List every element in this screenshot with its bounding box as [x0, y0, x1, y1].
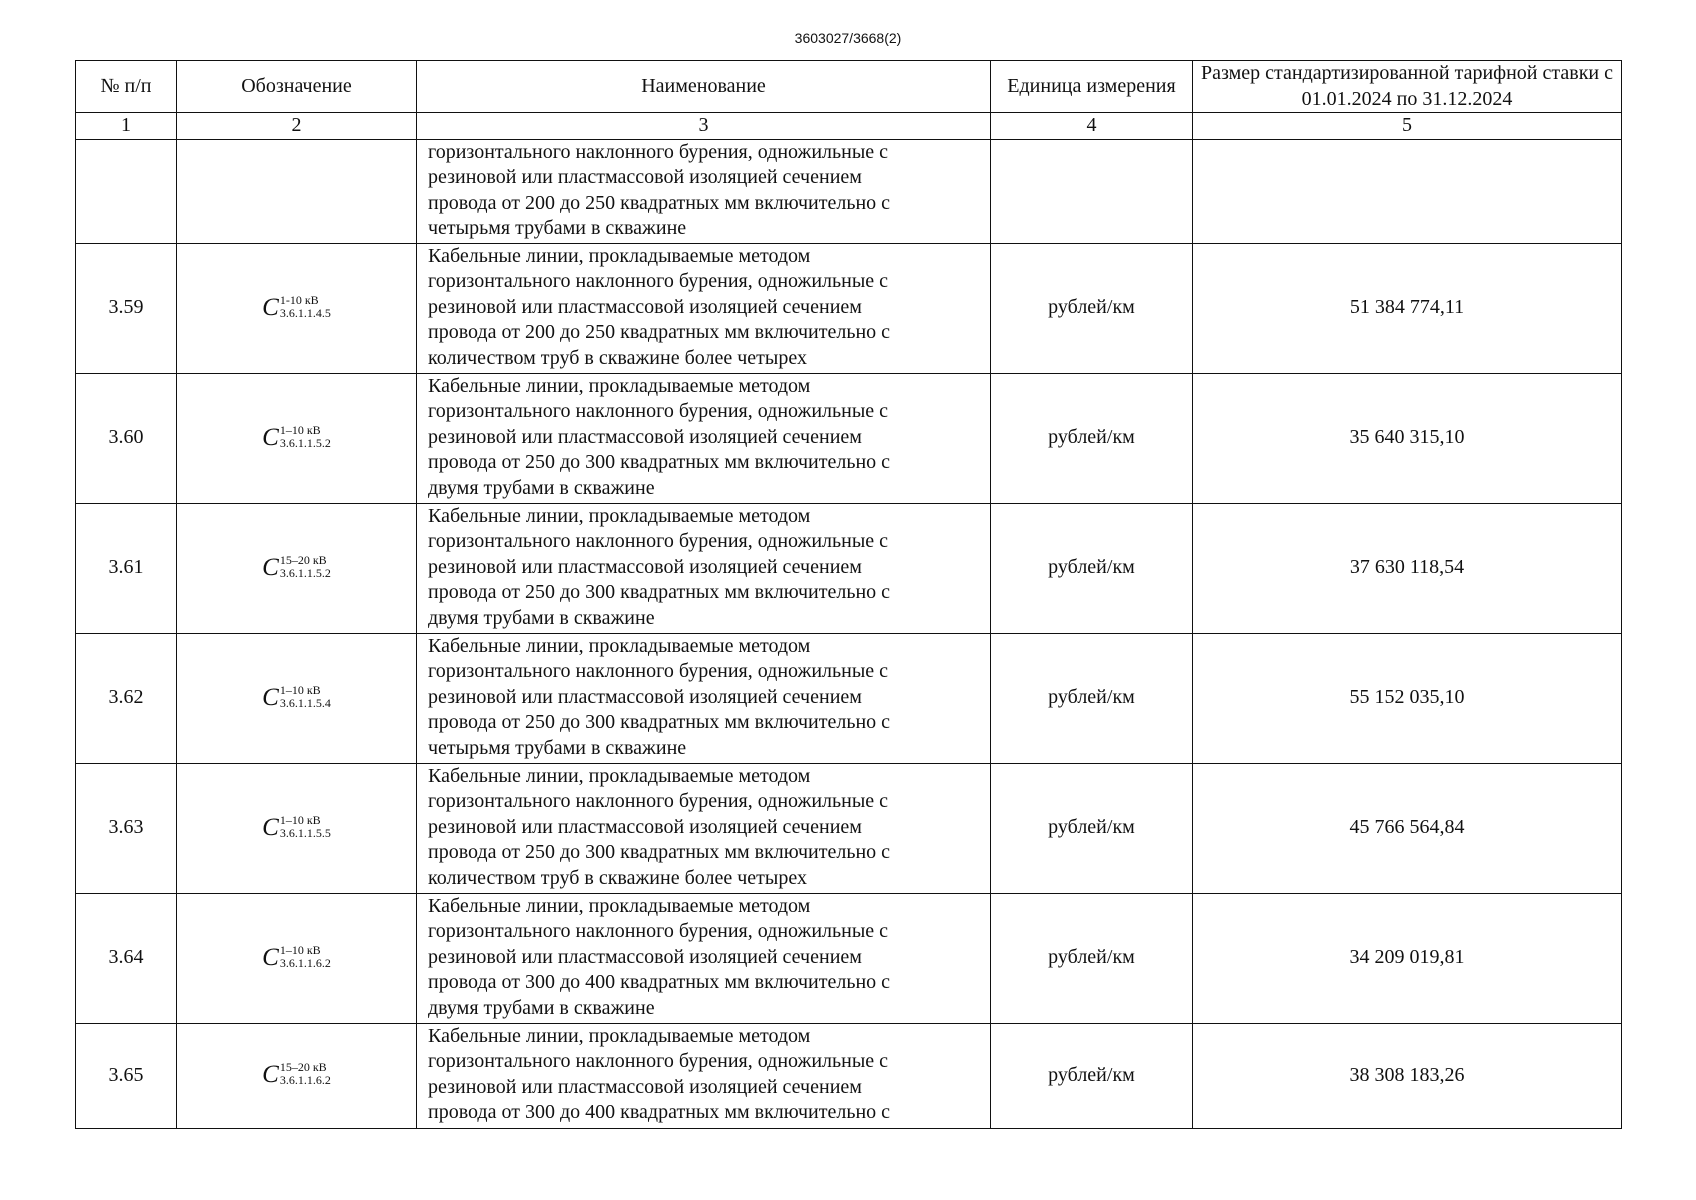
designation-letter: C [262, 813, 279, 841]
row-number: 3.63 [76, 763, 177, 893]
designation-letter: C [262, 423, 279, 451]
name-line: горизонтального наклонного бурения, одножильные с [428, 660, 889, 682]
name-cell [417, 243, 991, 373]
name-line: горизонтального наклонного бурения, одножильные с [428, 400, 889, 422]
document-number: 3603027/3668(2) [794, 30, 902, 46]
designation-letter: C [262, 1061, 279, 1089]
table-row [76, 893, 1622, 1023]
header-name: Наименование [417, 61, 991, 113]
column-number: 4 [991, 113, 1193, 140]
row-number: 3.61 [76, 503, 177, 633]
name-line: резиновой или пластмассовой изоляцией сечением [428, 555, 862, 578]
header-row [76, 61, 1622, 113]
header-rate: Размер стандартизированной тарифной ставки с 01.01.2024 по 31.12.2024 [1193, 61, 1622, 113]
name-line: резиновой или пластмассовой изоляцией сечением [428, 166, 862, 188]
name-cell [417, 893, 991, 1023]
name-line: Кабельные линии, прокладываемые методом [428, 764, 811, 787]
column-numbers-row [76, 113, 1622, 140]
designation-code: 3.6.1.1.5.4 [279, 695, 331, 710]
name-cell [417, 633, 991, 763]
designation-code: 3.6.1.1.5.5 [279, 825, 331, 840]
designation-code: 3.6.1.1.5.2 [279, 435, 331, 450]
designation-code: 3.6.1.1.5.2 [279, 565, 331, 580]
designation-indices [280, 1061, 331, 1087]
column-number: 3 [417, 113, 991, 140]
designation-symbol [262, 294, 331, 320]
name-line: провода от 200 до 250 квадратных мм включительно с [428, 321, 891, 343]
designation-symbol [262, 814, 331, 840]
header-number: № п/п [76, 61, 177, 113]
row-number: 3.62 [76, 633, 177, 763]
designation-symbol [262, 944, 331, 970]
designation-voltage: 1–10 кВ [279, 942, 321, 957]
name-line: провода от 250 до 300 квадратных мм включительно с [428, 581, 891, 603]
table-row [76, 763, 1622, 893]
row-number: 3.65 [76, 1023, 177, 1128]
designation-indices [280, 684, 331, 710]
name-line: четырьмя трубами в скважине [428, 736, 687, 759]
table-row [76, 373, 1622, 503]
designation-symbol [262, 554, 331, 580]
name-line: четырьмя трубами в скважине [428, 217, 687, 239]
name-line: провода от 250 до 300 квадратных мм включительно с [428, 841, 891, 863]
name-line: провода от 300 до 400 квадратных мм включительно с [428, 971, 891, 993]
rate-cell: 38 308 183,26 [1193, 1023, 1622, 1128]
name-line: провода от 250 до 300 квадратных мм включительно с [428, 451, 891, 473]
header-designation: Обозначение [177, 61, 417, 113]
unit-cell: рублей/км [991, 1023, 1193, 1128]
designation-letter: C [262, 943, 279, 971]
header-unit: Единица измерения [991, 61, 1193, 113]
name-line: Кабельные линии, прокладываемые методом [428, 894, 811, 917]
designation-indices [280, 944, 331, 970]
name-line: провода от 250 до 300 квадратных мм включительно с [428, 711, 891, 733]
rate-cell: 45 766 564,84 [1193, 763, 1622, 893]
designation-symbol [262, 684, 331, 710]
column-number: 1 [76, 113, 177, 140]
name-cell [417, 1023, 991, 1128]
name-line: Кабельные линии, прокладываемые методом [428, 374, 811, 397]
name-line: горизонтального наклонного бурения, одножильные с [428, 1050, 889, 1072]
row-number: 3.59 [76, 243, 177, 373]
designation-cell [177, 893, 417, 1023]
name-line: Кабельные линии, прокладываемые методом [428, 1024, 811, 1047]
name-line: горизонтального наклонного бурения, одножильные с [428, 140, 889, 163]
rate-cell: 51 384 774,11 [1193, 243, 1622, 373]
column-number: 5 [1193, 113, 1622, 140]
unit-cell [991, 139, 1193, 243]
name-line: горизонтального наклонного бурения, одножильные с [428, 530, 889, 552]
table-row [76, 1023, 1622, 1128]
designation-voltage: 15–20 кВ [279, 552, 327, 567]
name-cell [417, 139, 991, 243]
name-cell [417, 503, 991, 633]
rate-cell: 34 209 019,81 [1193, 893, 1622, 1023]
designation-symbol [262, 1061, 331, 1087]
rate-cell: 37 630 118,54 [1193, 503, 1622, 633]
unit-cell: рублей/км [991, 373, 1193, 503]
designation-code: 3.6.1.1.6.2 [279, 955, 331, 970]
designation-voltage: 15–20 кВ [279, 1060, 327, 1075]
name-line: резиновой или пластмассовой изоляцией сечением [428, 945, 862, 968]
table-row [76, 503, 1622, 633]
name-line: Кабельные линии, прокладываемые методом [428, 244, 811, 267]
rate-cell: 55 152 035,10 [1193, 633, 1622, 763]
name-line: резиновой или пластмассовой изоляцией сечением [428, 295, 862, 318]
name-line: двумя трубами в скважине [428, 996, 655, 1019]
designation-voltage: 1–10 кВ [279, 682, 321, 697]
name-line: резиновой или пластмассовой изоляцией сечением [428, 425, 862, 448]
name-line: провода от 300 до 400 квадратных мм включительно с [428, 1101, 891, 1123]
row-number: 3.60 [76, 373, 177, 503]
name-line: горизонтального наклонного бурения, одножильные с [428, 920, 889, 942]
designation-indices [280, 424, 331, 450]
designation-cell [177, 1023, 417, 1128]
rate-cell: 35 640 315,10 [1193, 373, 1622, 503]
name-line: двумя трубами в скважине [428, 606, 655, 629]
designation-indices [280, 554, 331, 580]
unit-cell: рублей/км [991, 633, 1193, 763]
designation-letter: C [262, 683, 279, 711]
unit-cell: рублей/км [991, 893, 1193, 1023]
row-number [76, 139, 177, 243]
designation-cell [177, 373, 417, 503]
designation-voltage: 1-10 кВ [279, 292, 319, 307]
name-line: резиновой или пластмассовой изоляцией сечением [428, 685, 862, 708]
designation-cell [177, 633, 417, 763]
designation-cell [177, 243, 417, 373]
designation-code: 3.6.1.1.4.5 [279, 305, 331, 320]
table-row [76, 243, 1622, 373]
designation-cell [177, 139, 417, 243]
name-line: Кабельные линии, прокладываемые методом [428, 504, 811, 527]
unit-cell: рублей/км [991, 503, 1193, 633]
designation-cell [177, 763, 417, 893]
name-line: горизонтального наклонного бурения, одножильные с [428, 790, 889, 812]
name-line: резиновой или пластмассовой изоляцией сечением [428, 815, 862, 838]
name-line: количеством труб в скважине более четырех [428, 346, 807, 369]
designation-letter: C [262, 293, 279, 321]
unit-cell: рублей/км [991, 763, 1193, 893]
designation-cell [177, 503, 417, 633]
designation-voltage: 1–10 кВ [279, 812, 321, 827]
tariff-table-body [76, 61, 1622, 1129]
name-line: Кабельные линии, прокладываемые методом [428, 634, 811, 657]
column-number: 2 [177, 113, 417, 140]
name-cell [417, 763, 991, 893]
designation-indices [280, 294, 331, 320]
name-line: количеством труб в скважине более четырех [428, 866, 807, 889]
designation-voltage: 1–10 кВ [279, 422, 321, 437]
table-row [76, 139, 1622, 243]
rate-cell [1193, 139, 1622, 243]
row-number: 3.64 [76, 893, 177, 1023]
name-line: двумя трубами в скважине [428, 476, 655, 499]
designation-symbol [262, 424, 331, 450]
designation-letter: C [262, 553, 279, 581]
name-cell [417, 373, 991, 503]
name-line: резиновой или пластмассовой изоляцией сечением [428, 1075, 862, 1098]
unit-cell: рублей/км [991, 243, 1193, 373]
designation-indices [280, 814, 331, 840]
designation-code: 3.6.1.1.6.2 [279, 1073, 331, 1088]
tariff-table [75, 60, 1622, 1129]
name-line: провода от 200 до 250 квадратных мм включительно с [428, 191, 891, 214]
name-line: горизонтального наклонного бурения, одножильные с [428, 270, 889, 292]
table-row [76, 633, 1622, 763]
